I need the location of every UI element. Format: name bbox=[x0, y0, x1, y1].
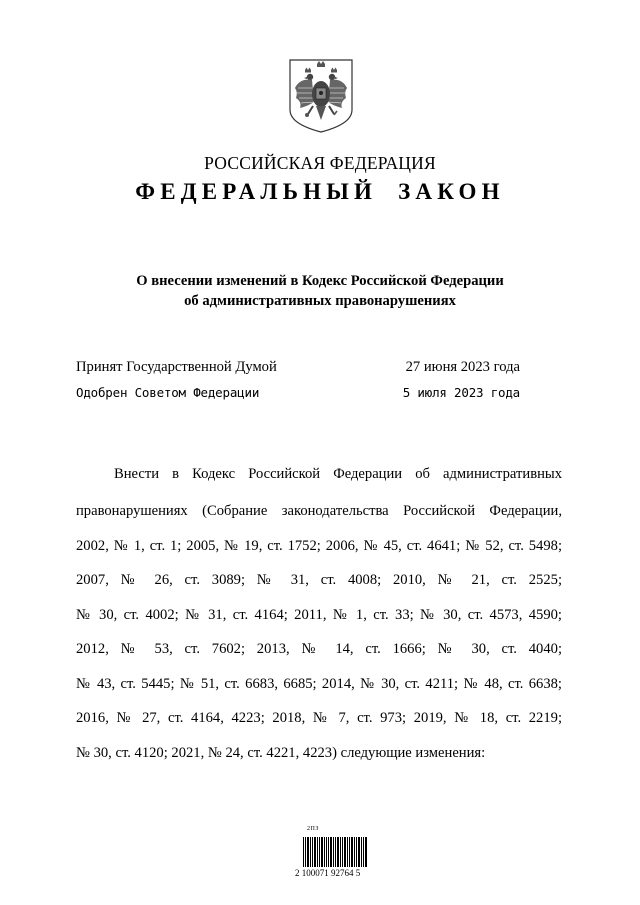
body-line: 2016, № 27, ст. 4164, 4223; 2018, № 7, ст. 973; 2019, № 18, ст. 2219; bbox=[76, 710, 562, 726]
russian-coat-of-arms-icon bbox=[286, 58, 356, 134]
body-line: 2012, № 53, ст. 7602; 2013, № 14, ст. 1666; № 30, ст. 4040; bbox=[76, 641, 562, 657]
barcode-number: 2 100071 92764 5 bbox=[295, 868, 361, 878]
body-line: № 43, ст. 5445; № 51, ст. 6683, 6685; 2014, № 30, ст. 4211; № 48, ст. 6638; bbox=[76, 676, 562, 692]
adopted-label: Принят Государственной Думой bbox=[76, 359, 277, 375]
country-heading: РОССИЙСКАЯ ФЕДЕРАЦИЯ bbox=[204, 153, 436, 173]
body-line: 2002, № 1, ст. 1; 2005, № 19, ст. 1752; 2006, № 45, ст. 4641; № 52, ст. 5498; bbox=[76, 538, 562, 554]
law-title-line: об административных правонарушениях bbox=[184, 293, 456, 309]
document-barcode bbox=[295, 826, 375, 880]
body-line: 2007, № 26, ст. 3089; № 31, ст. 4008; 2010, № 21, ст. 2525; bbox=[76, 572, 562, 588]
approval-row bbox=[76, 385, 520, 407]
law-title-line: О внесении изменений в Кодекс Российской Федерации bbox=[136, 273, 504, 289]
barcode-mark: 2ПЗ bbox=[307, 826, 319, 832]
approved-label: Одобрен Советом Федерации bbox=[76, 385, 260, 400]
body-line: № 30, ст. 4002; № 31, ст. 4164; 2011, № 1, ст. 33; № 30, ст. 4573, 4590; bbox=[76, 607, 562, 623]
adoption-row bbox=[76, 359, 520, 381]
body-line: Внести в Кодекс Российской Федерации об административных bbox=[114, 466, 562, 482]
document-type-heading: ФЕДЕРАЛЬНЫЙ ЗАКОН bbox=[135, 179, 505, 204]
law-title bbox=[0, 271, 640, 311]
approved-date: 5 июля 2023 года bbox=[402, 385, 520, 400]
adopted-date: 27 июня 2023 года bbox=[405, 359, 520, 375]
body-line: № 30, ст. 4120; 2021, № 24, ст. 4221, 4223) следующие изменения: bbox=[76, 745, 486, 761]
barcode-bars bbox=[303, 837, 367, 867]
body-line: правонарушениях (Собрание законодательства Российской Федерации, bbox=[76, 503, 562, 519]
